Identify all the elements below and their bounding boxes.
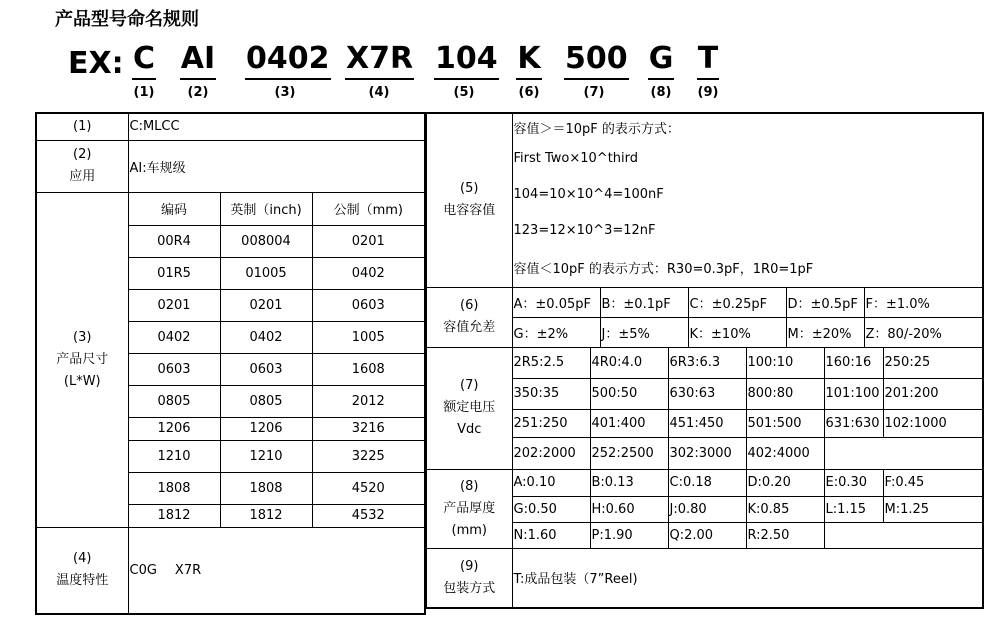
row-2-label-cell: [36, 140, 128, 192]
thick-value: A:0.10: [512, 469, 590, 496]
left-spec-table: [35, 112, 426, 615]
thick-number: (8): [460, 478, 479, 494]
code-value: C: [132, 40, 156, 80]
code-number: (7): [583, 85, 605, 100]
temp-value-x7r: X7R: [174, 562, 202, 578]
volt-value: 250:25: [883, 347, 983, 378]
row-2-label: 应用: [69, 169, 96, 184]
cap-label: 电容容值: [443, 203, 496, 219]
tol-value: G：±2%: [512, 317, 600, 347]
size-inch: 01005: [220, 257, 312, 289]
thick-value: D:0.20: [746, 469, 824, 496]
thick-value: M:1.25: [883, 496, 983, 522]
code-segment-9: [694, 40, 722, 100]
size-code: 0201: [128, 289, 220, 321]
code-number: (6): [518, 85, 540, 100]
temp-value-cell: [128, 527, 425, 614]
size-mm: 0402: [312, 257, 425, 289]
size-code: 1808: [128, 472, 220, 504]
row-2-number: (2): [73, 147, 92, 162]
code-number: (8): [650, 85, 672, 100]
code-segment-7: [564, 40, 628, 100]
example-label: EX:: [68, 46, 124, 81]
volt-value: 500:50: [590, 378, 668, 409]
thick-value: K:0.85: [746, 496, 824, 522]
tol-value: F：±1.0%: [864, 287, 983, 317]
code-number: (9): [697, 85, 719, 100]
size-header-inch: 英制（inch): [220, 192, 312, 225]
code-segment-4: [345, 40, 413, 100]
size-mm: 2012: [312, 385, 425, 417]
tol-number: (6): [460, 298, 479, 313]
volt-value: 350:35: [512, 378, 590, 409]
size-inch: 0201: [220, 289, 312, 321]
volt-value: 100:10: [746, 347, 824, 378]
temp-label-cell: [36, 527, 128, 614]
volt-value: 501:500: [746, 409, 824, 437]
size-code: 01R5: [128, 257, 220, 289]
tol-value: C：±0.25pF: [688, 287, 786, 317]
size-inch: 0402: [220, 321, 312, 353]
size-inch: 0805: [220, 385, 312, 417]
size-mm: 1005: [312, 321, 425, 353]
volt-value: 401:400: [590, 409, 668, 437]
tol-value: A：±0.05pF: [512, 287, 600, 317]
code-segment-5: [434, 40, 498, 100]
cap-line-1: 容值＞＝10pF 的表示方式：: [512, 113, 983, 141]
code-value: X7R: [345, 40, 414, 80]
size-sub-label: (L*W): [63, 373, 101, 389]
size-inch: 0603: [220, 353, 312, 385]
thick-unit: (mm): [451, 522, 487, 538]
volt-value: 251:250: [512, 409, 590, 437]
size-code: 0805: [128, 385, 220, 417]
tol-label-cell: [426, 287, 512, 347]
thick-value: C:0.18: [668, 469, 746, 496]
row-2-value: AI:车规级: [128, 140, 425, 192]
pack-value: T:成品包装（7”Reel): [512, 548, 983, 608]
cap-label-cell: [426, 113, 512, 287]
code-value: 500: [564, 40, 629, 80]
volt-value: 202:2000: [512, 437, 590, 469]
tol-value: J：±5%: [600, 317, 688, 347]
code-segment-1: [132, 40, 156, 100]
volt-value: 451:450: [668, 409, 746, 437]
thick-value: J:0.80: [668, 496, 746, 522]
code-number: (3): [274, 85, 296, 100]
temp-value-c0g: C0G: [129, 562, 157, 578]
code-number: (5): [453, 85, 475, 100]
volt-value: 2R5:2.5: [512, 347, 590, 378]
size-mm: 0603: [312, 289, 425, 321]
volt-value: 4R0:4.0: [590, 347, 668, 378]
code-segment-2: [176, 40, 220, 100]
volt-value: 201:200: [883, 378, 983, 409]
size-code: 00R4: [128, 225, 220, 257]
code-value: AI: [180, 40, 216, 80]
volt-value: 800:80: [746, 378, 824, 409]
cap-line-2: First Two×10^third: [512, 141, 983, 176]
row-1-number: (1): [36, 113, 128, 140]
size-inch: 1812: [220, 504, 312, 527]
thick-value: R:2.50: [746, 522, 824, 548]
volt-label-cell: [426, 347, 512, 469]
code-value: 0402: [245, 40, 331, 80]
size-code: 0402: [128, 321, 220, 353]
code-number: (4): [368, 85, 390, 100]
tol-value: D：±0.5pF: [786, 287, 864, 317]
size-code: 1812: [128, 504, 220, 527]
tol-label: 容值允差: [443, 320, 496, 335]
volt-value: 402:4000: [746, 437, 824, 469]
volt-value: 160:16: [824, 347, 883, 378]
pack-number: (9): [460, 558, 479, 574]
pack-label: 包装方式: [443, 580, 496, 596]
code-segment-6: [515, 40, 543, 100]
row-1-value: C:MLCC: [128, 113, 425, 140]
right-spec-table: [425, 112, 984, 609]
thick-label-cell: [426, 469, 512, 548]
volt-unit: Vdc: [457, 422, 482, 437]
tol-value: M：±20%: [786, 317, 864, 347]
size-number: (3): [73, 329, 92, 345]
thick-value: L:1.15: [824, 496, 883, 522]
size-header-mm: 公制（mm): [312, 192, 425, 225]
temp-number: (4): [73, 551, 92, 567]
thick-value: N:1.60: [512, 522, 590, 548]
tol-value: K：±10%: [688, 317, 786, 347]
cap-line-5: 容值＜10pF 的表示方式：R30=0.3pF，1R0=1pF: [512, 248, 983, 287]
pack-label-cell: [426, 548, 512, 608]
code-number: (1): [133, 85, 155, 100]
code-value: 104: [434, 40, 499, 80]
thick-value: H:0.60: [590, 496, 668, 522]
thick-label: 产品厚度: [443, 500, 496, 516]
thick-value: F:0.45: [883, 469, 983, 496]
thick-value: E:0.30: [824, 469, 883, 496]
code-segment-3: [245, 40, 330, 100]
size-inch: 1206: [220, 417, 312, 440]
temp-label: 温度特性: [56, 573, 109, 589]
size-code: 1206: [128, 417, 220, 440]
size-header-code: 编码: [128, 192, 220, 225]
example-code-line: [0, 40, 996, 110]
size-mm: 4520: [312, 472, 425, 504]
cap-line-4: 123=12×10^3=12nF: [512, 212, 983, 248]
tol-value: Z：80/-20%: [864, 317, 983, 347]
code-value: T: [697, 40, 719, 80]
thick-value: P:1.90: [590, 522, 668, 548]
size-code: 0603: [128, 353, 220, 385]
volt-number: (7): [460, 378, 479, 393]
size-mm: 3225: [312, 440, 425, 472]
size-code: 1210: [128, 440, 220, 472]
size-label: 产品尺寸: [56, 351, 109, 367]
thick-value: G:0.50: [512, 496, 590, 522]
code-value: G: [648, 40, 675, 80]
cap-line-3: 104=10×10^4=100nF: [512, 176, 983, 212]
volt-value: 6R3:6.3: [668, 347, 746, 378]
page-title: 产品型号命名规则: [55, 9, 199, 30]
size-mm: 0201: [312, 225, 425, 257]
volt-value: 102:1000: [883, 409, 983, 437]
code-number: (2): [187, 85, 209, 100]
size-mm: 1608: [312, 353, 425, 385]
volt-empty-cell: [824, 437, 983, 469]
volt-value: 631:630: [824, 409, 883, 437]
thick-value: B:0.13: [590, 469, 668, 496]
volt-value: 101:100: [824, 378, 883, 409]
cap-number: (5): [460, 181, 479, 197]
size-inch: 1210: [220, 440, 312, 472]
size-label-cell: [36, 192, 128, 527]
volt-value: 252:2500: [590, 437, 668, 469]
size-inch: 1808: [220, 472, 312, 504]
volt-value: 302:3000: [668, 437, 746, 469]
volt-label: 额定电压: [443, 400, 496, 415]
size-inch: 008004: [220, 225, 312, 257]
code-segment-8: [646, 40, 676, 100]
thick-empty-cell: [824, 522, 983, 548]
size-mm: 3216: [312, 417, 425, 440]
tol-value: B：±0.1pF: [600, 287, 688, 317]
code-value: K: [516, 40, 541, 80]
size-mm: 4532: [312, 504, 425, 527]
thick-value: Q:2.00: [668, 522, 746, 548]
volt-value: 630:63: [668, 378, 746, 409]
